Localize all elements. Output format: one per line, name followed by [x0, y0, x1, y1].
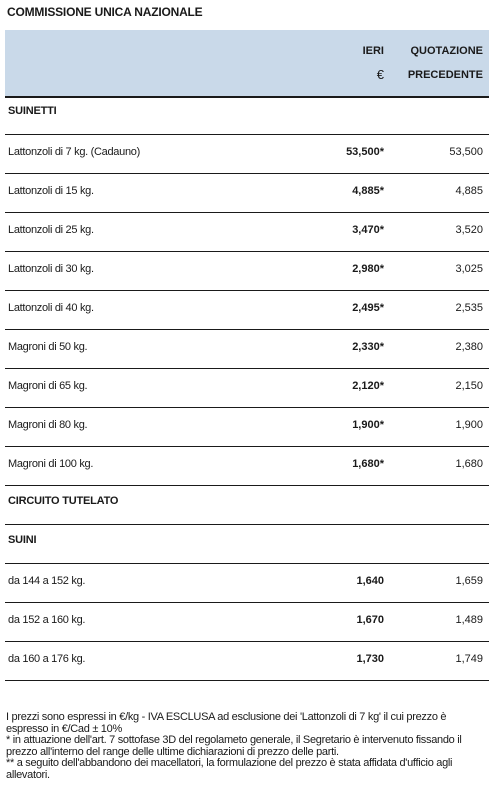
- section-label-suini: SUINI: [8, 534, 37, 546]
- row-value-precedente: 3,025: [455, 263, 483, 275]
- table-row: [5, 447, 489, 486]
- row-value-ieri: 1,640: [356, 575, 384, 587]
- page-title: COMMISSIONE UNICA NAZIONALE: [7, 5, 203, 19]
- row-value-precedente: 2,380: [455, 341, 483, 353]
- row-value-ieri: 1,730: [356, 653, 384, 665]
- row-label: Magroni di 80 kg.: [8, 419, 88, 431]
- row-value-precedente: 2,150: [455, 380, 483, 392]
- row-label: Lattonzoli di 15 kg.: [8, 185, 94, 197]
- row-value-precedente: 1,680: [455, 458, 483, 470]
- row-value-precedente: 1,900: [455, 419, 483, 431]
- row-label: Magroni di 65 kg.: [8, 380, 88, 392]
- table-header: [5, 30, 489, 98]
- row-value-ieri: 1,680*: [352, 458, 384, 470]
- section-suinetti: [5, 96, 489, 135]
- row-label: da 160 a 176 kg.: [8, 653, 86, 665]
- row-value-precedente: 1,489: [455, 614, 483, 626]
- table-row: [5, 369, 489, 408]
- row-value-ieri: 2,980*: [352, 263, 384, 275]
- footnote-single-star: * in attuazione dell'art. 7 sottofase 3D del regolameto generale, il Segretario è intervenuto fissando il prezzo all'interno del range delle ultime dichiarazioni di prezzo delle parti.: [6, 734, 462, 758]
- precedente-label: PRECEDENTE: [407, 69, 483, 81]
- row-value-ieri: 2,330*: [352, 341, 384, 353]
- row-label: Lattonzoli di 30 kg.: [8, 263, 94, 275]
- section-label-suinetti: SUINETTI: [8, 105, 57, 117]
- section-suini: [5, 525, 489, 564]
- footnote-prices: I prezzi sono espressi in €/kg - IVA ESCLUSA ad esclusione dei 'Lattonzoli di 7 kg' il cui prezzo è espresso in €/Cad ± 10%: [6, 711, 447, 735]
- table-row: [5, 135, 489, 174]
- quotazione-label: QUOTAZIONE: [410, 45, 483, 57]
- section-circuito-tutelato: [5, 486, 489, 525]
- row-value-precedente: 2,535: [455, 302, 483, 314]
- column-header-quotazione: [408, 39, 483, 87]
- table-row: [5, 408, 489, 447]
- row-value-ieri: 2,495*: [352, 302, 384, 314]
- row-value-ieri: 1,900*: [352, 419, 384, 431]
- row-label: da 144 a 152 kg.: [8, 575, 86, 587]
- row-value-precedente: 4,885: [455, 185, 483, 197]
- table-row: [5, 564, 489, 603]
- row-label: Magroni di 50 kg.: [8, 341, 88, 353]
- table-row: [5, 174, 489, 213]
- row-value-precedente: 1,659: [455, 575, 483, 587]
- row-value-ieri: 3,470*: [352, 224, 384, 236]
- currency-symbol: €: [376, 67, 384, 82]
- table-row: [5, 252, 489, 291]
- table-row: [5, 642, 489, 681]
- footnote-double-star: ** a seguito dell'abbandono dei macellatori, la formulazione del prezzo è stata affidata d'ufficio agli allevatori.: [6, 757, 453, 781]
- footnotes: [6, 712, 486, 781]
- row-value-ieri: 4,885*: [352, 185, 384, 197]
- section-label-circuito: CIRCUITO TUTELATO: [8, 495, 119, 507]
- row-label: Lattonzoli di 7 kg. (Cadauno): [8, 146, 140, 158]
- table-row: [5, 330, 489, 369]
- row-label: Magroni di 100 kg.: [8, 458, 94, 470]
- row-value-ieri: 53,500*: [346, 146, 384, 158]
- column-header-ieri: [363, 39, 384, 87]
- row-value-ieri: 1,670: [356, 614, 384, 626]
- ieri-label: IERI: [362, 45, 384, 57]
- row-value-precedente: 1,749: [455, 653, 483, 665]
- row-label: da 152 a 160 kg.: [8, 614, 86, 626]
- table-row: [5, 603, 489, 642]
- row-label: Lattonzoli di 25 kg.: [8, 224, 94, 236]
- table-row: [5, 213, 489, 252]
- row-value-precedente: 3,520: [455, 224, 483, 236]
- row-value-precedente: 53,500: [449, 146, 483, 158]
- row-value-ieri: 2,120*: [352, 380, 384, 392]
- table-row: [5, 291, 489, 330]
- row-label: Lattonzoli di 40 kg.: [8, 302, 94, 314]
